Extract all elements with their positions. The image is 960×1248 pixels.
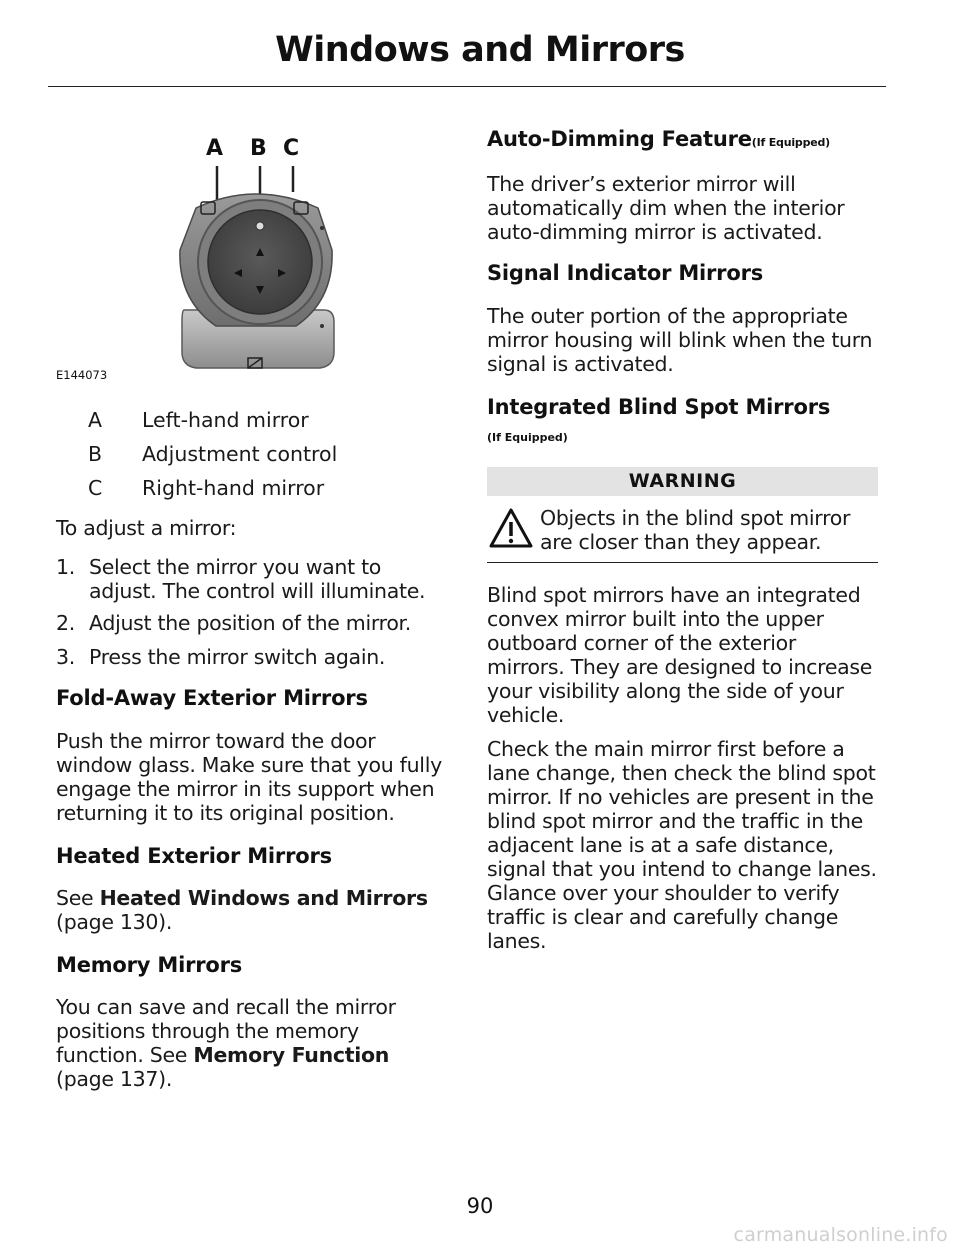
header-divider <box>48 86 886 87</box>
warning-banner: WARNING <box>487 467 878 496</box>
page-ref: (page 137). <box>56 1067 173 1091</box>
page-number: 90 <box>466 1194 494 1218</box>
section-heading-blind-spot: Integrated Blind Spot Mirrors <box>487 395 831 419</box>
step-text: Adjust the position of the mirror. <box>89 611 412 635</box>
warning-text: Objects in the blind spot mirror are closer than they appear. <box>540 506 851 554</box>
autodim-paragraph: The driver’s exterior mirror will automatically dim when the interior auto-dimming mirror is activated. <box>487 172 845 244</box>
mirror-control-figure <box>56 130 448 390</box>
blind-spot-paragraph-2: Check the main mirror first before a lane change, then check the blind spot mirror. If no vehicles are present in the blind spot mirror and the traffic in the adjacent lane is at a safe distance, signal that you intend to change lanes. Glance over your shoulder to verify traffic is clear and carefully change lanes. <box>487 737 877 953</box>
section-heading-fold: Fold-Away Exterior Mirrors <box>56 686 368 710</box>
memory-text: You can save and recall the mirror positions through the memory function. See <box>56 995 396 1067</box>
blind-spot-qualifier: (If Equipped) <box>487 431 568 444</box>
memory-function-link[interactable]: Memory Function <box>193 1043 390 1067</box>
legend-key: A <box>88 408 103 432</box>
legend-key: C <box>88 476 103 500</box>
figure-id: E144073 <box>56 368 108 382</box>
legend-key: B <box>88 442 103 466</box>
memory-paragraph <box>56 995 416 1091</box>
step-text: Select the mirror you want to adjust. The control will illuminate. <box>89 555 426 603</box>
mirror-switch-illustration <box>56 130 448 390</box>
legend-text: Adjustment control <box>142 442 338 466</box>
page-header-title: Windows and Mirrors <box>275 30 685 70</box>
autodim-heading: Auto-Dimming Feature <box>487 127 752 151</box>
legend-text: Right-hand mirror <box>142 476 325 500</box>
legend-row-c <box>88 476 324 500</box>
figure-label-c: C <box>283 136 300 161</box>
watermark: carmanualsonline.info <box>733 1224 948 1246</box>
page-ref: (page 130). <box>56 910 173 934</box>
section-heading-autodim <box>487 127 830 151</box>
autodim-qualifier: (If Equipped) <box>751 136 831 149</box>
figure-label-b: B <box>250 136 267 161</box>
warning-triangle-icon <box>488 507 534 549</box>
fold-paragraph: Push the mirror toward the door window glass. Make sure that you fully engage the mirror in its support when returning it to its original position. <box>56 729 442 825</box>
legend-row-b <box>88 442 337 466</box>
legend-text: Left-hand mirror <box>142 408 309 432</box>
see-text: See <box>56 886 94 910</box>
signal-paragraph: The outer portion of the appropriate mirror housing will blink when the turn signal is activated. <box>487 304 873 376</box>
adjust-intro: To adjust a mirror: <box>56 516 237 540</box>
step-number: 3. <box>56 645 75 669</box>
step-number: 2. <box>56 611 75 635</box>
heated-windows-link[interactable]: Heated Windows and Mirrors <box>99 886 428 910</box>
section-heading-memory: Memory Mirrors <box>56 953 243 977</box>
blind-spot-paragraph-1: Blind spot mirrors have an integrated convex mirror built into the upper outboard corner of the exterior mirrors. They are designed to increase your visibility along the side of your vehicle. <box>487 583 873 727</box>
warning-divider <box>487 562 878 563</box>
figure-label-a: A <box>206 136 224 161</box>
section-heading-heated: Heated Exterior Mirrors <box>56 844 332 868</box>
step-text: Press the mirror switch again. <box>89 645 386 669</box>
heated-paragraph <box>56 886 448 934</box>
step-number: 1. <box>56 555 75 579</box>
legend-row-a <box>88 408 309 432</box>
section-heading-signal: Signal Indicator Mirrors <box>487 261 764 285</box>
